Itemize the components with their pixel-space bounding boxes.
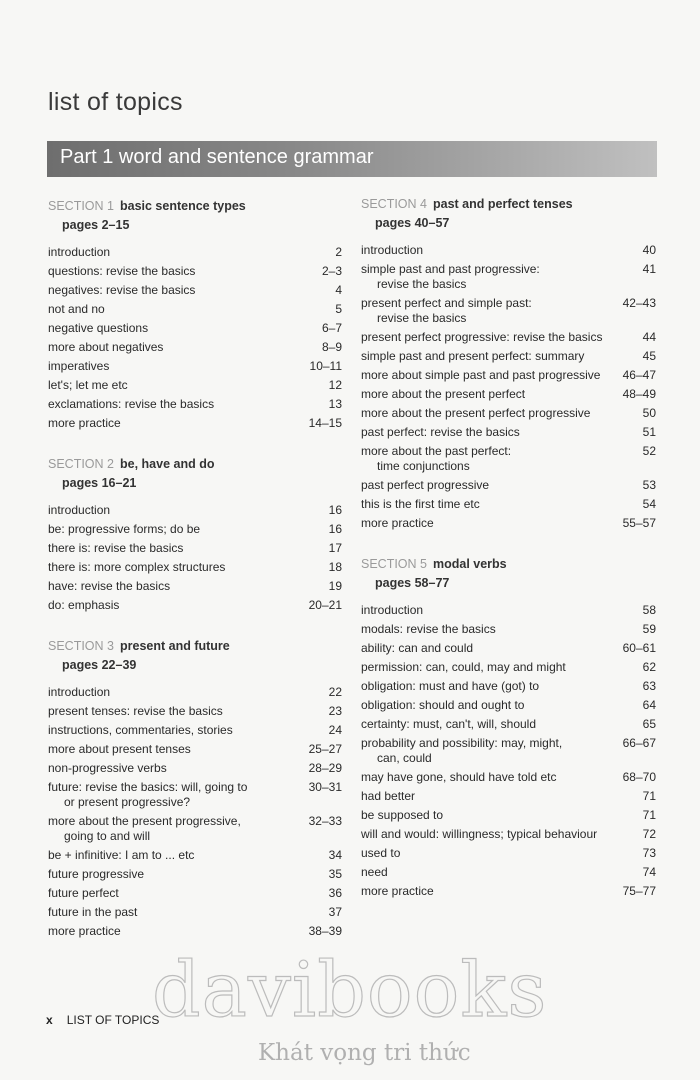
section-pages: pages 2–15 (62, 218, 130, 232)
entry-label (48, 579, 306, 594)
entry-label (361, 262, 620, 292)
entry-page: 35 (328, 867, 342, 881)
toc-entry[interactable] (48, 395, 342, 414)
section-label: SECTION 1 (48, 199, 114, 213)
entry-page: 60–61 (622, 641, 656, 655)
toc-entry[interactable] (48, 281, 342, 300)
entry-text: future perfect (48, 886, 119, 900)
entry-page: 68–70 (622, 770, 656, 784)
entry-text: there is: revise the basics (48, 541, 184, 555)
toc-entry[interactable] (361, 715, 656, 734)
entry-text: more practice (48, 416, 121, 430)
entry-label (48, 742, 306, 757)
entry-text-continued: or present progressive? (64, 795, 191, 809)
entry-text: do: emphasis (48, 598, 120, 612)
entry-page: 23 (328, 704, 342, 718)
section-label: SECTION 2 (48, 457, 114, 471)
entry-page: 4 (335, 283, 342, 297)
entry-label (48, 780, 306, 810)
entry-label (361, 641, 620, 656)
entry-text: questions: revise the basics (48, 264, 196, 278)
entry-label (48, 416, 306, 431)
entry-label (361, 425, 620, 440)
entry-page: 52 (642, 444, 656, 458)
toc-entry[interactable] (361, 620, 656, 639)
section-heading (48, 455, 342, 493)
toc-entry[interactable] (361, 260, 656, 294)
entry-label (361, 622, 620, 637)
entry-page: 66–67 (622, 736, 656, 750)
entry-page: 16 (328, 522, 342, 536)
toc-entry[interactable] (48, 501, 342, 520)
entry-text: past perfect: revise the basics (361, 425, 520, 439)
section-heading (48, 637, 342, 675)
toc-entry[interactable] (361, 366, 656, 385)
entry-label (361, 444, 620, 474)
section-title: present and future (120, 639, 230, 653)
entry-page: 37 (328, 905, 342, 919)
toc-entry[interactable] (48, 721, 342, 740)
entry-text: introduction (48, 503, 111, 517)
entry-label (361, 660, 620, 675)
entry-text: need (361, 865, 388, 879)
entry-text: future: revise the basics: will, going to (48, 780, 248, 794)
entry-text: negative questions (48, 321, 149, 335)
entry-label (361, 368, 620, 383)
entry-page: 6–7 (321, 321, 342, 335)
entry-page: 38–39 (308, 924, 342, 938)
entry-page: 73 (642, 846, 656, 860)
entry-page: 46–47 (622, 368, 656, 382)
toc-entry[interactable] (48, 812, 342, 846)
entry-text: let's; let me etc (48, 378, 128, 392)
section-label: SECTION 3 (48, 639, 114, 653)
right-column (361, 195, 656, 901)
toc-entry[interactable] (361, 658, 656, 677)
toc-entry[interactable] (48, 262, 342, 281)
entry-page: 25–27 (308, 742, 342, 756)
entry-label (48, 340, 306, 355)
toc-entry[interactable] (48, 558, 342, 577)
entry-text: simple past and past progressive: (361, 262, 540, 276)
toc-entry[interactable] (361, 696, 656, 715)
entry-text: simple past and present perfect: summary (361, 349, 585, 363)
entry-label (361, 827, 620, 842)
entry-text: negatives: revise the basics (48, 283, 196, 297)
entry-page: 74 (642, 865, 656, 879)
toc-entry[interactable] (361, 787, 656, 806)
entry-text: certainty: must, can't, will, should (361, 717, 537, 731)
entry-label (48, 761, 306, 776)
toc-entry[interactable] (48, 740, 342, 759)
entry-text: be + infinitive: I am to ... etc (48, 848, 195, 862)
entry-text-continued: revise the basics (377, 311, 467, 325)
entry-label (361, 846, 620, 861)
toc-entry[interactable] (48, 778, 342, 812)
part-banner (47, 141, 657, 177)
entry-page: 18 (328, 560, 342, 574)
section-label: SECTION 4 (361, 197, 427, 211)
toc-entry[interactable] (361, 241, 656, 260)
entry-label (361, 884, 620, 899)
entry-page: 28–29 (308, 761, 342, 775)
entry-page: 16 (328, 503, 342, 517)
entry-label (361, 243, 620, 258)
entry-text: this is the first time etc (361, 497, 480, 511)
entry-text: more practice (361, 884, 434, 898)
entry-label (361, 497, 620, 512)
entry-text: will and would: willingness; typical behaviour (361, 827, 598, 841)
entry-page: 19 (328, 579, 342, 593)
toc-entry[interactable] (48, 922, 342, 941)
toc-entry[interactable] (48, 376, 342, 395)
toc-entry[interactable] (361, 423, 656, 442)
entry-text-continued: time conjunctions (377, 459, 470, 473)
section-title: modal verbs (433, 557, 507, 571)
entry-page: 71 (642, 789, 656, 803)
entry-text: more about the present perfect (361, 387, 526, 401)
toc-entry[interactable] (361, 863, 656, 882)
entry-label (48, 503, 306, 518)
section-heading (361, 195, 656, 233)
entry-page: 42–43 (622, 296, 656, 310)
watermark-brand: davibooks (152, 945, 548, 1034)
entry-text: be: progressive forms; do be (48, 522, 201, 536)
entry-label (48, 359, 306, 374)
entry-page: 8–9 (321, 340, 342, 354)
entry-page: 5 (335, 302, 342, 316)
entry-page: 75–77 (622, 884, 656, 898)
entry-page: 62 (642, 660, 656, 674)
entry-label (361, 698, 620, 713)
toc-entry[interactable] (48, 903, 342, 922)
toc-entry[interactable] (48, 300, 342, 319)
toc-entry[interactable] (48, 683, 342, 702)
toc-entry[interactable] (48, 319, 342, 338)
entry-text: more about negatives (48, 340, 164, 354)
toc-entry[interactable] (48, 414, 342, 433)
section-pages: pages 40–57 (375, 216, 450, 230)
toc-entry[interactable] (361, 768, 656, 787)
entry-label (361, 387, 620, 402)
toc-entry[interactable] (361, 844, 656, 863)
section-pages: pages 58–77 (375, 576, 450, 590)
toc-entry[interactable] (48, 865, 342, 884)
entry-page: 2–3 (321, 264, 342, 278)
entry-label (48, 560, 306, 575)
entry-label (361, 516, 620, 531)
entry-text: ability: can and could (361, 641, 474, 655)
section-title: basic sentence types (120, 199, 246, 213)
entry-page: 10–11 (309, 359, 342, 373)
toc-entry[interactable] (48, 338, 342, 357)
page-title: list of topics (48, 88, 183, 116)
entry-label (48, 283, 306, 298)
toc-section (48, 197, 342, 433)
entry-label (361, 330, 620, 345)
entry-page: 53 (642, 478, 656, 492)
entry-text: modals: revise the basics (361, 622, 496, 636)
entry-text: more practice (361, 516, 434, 530)
toc-entry[interactable] (361, 825, 656, 844)
toc-entry[interactable] (48, 520, 342, 539)
toc-entry[interactable] (48, 884, 342, 903)
entry-text: obligation: should and ought to (361, 698, 525, 712)
toc-entry[interactable] (361, 601, 656, 620)
entry-page: 22 (328, 685, 342, 699)
entry-label (361, 349, 620, 364)
toc-entry[interactable] (361, 514, 656, 533)
entry-label (48, 848, 306, 863)
entry-text: introduction (361, 243, 424, 257)
entry-label (361, 736, 620, 766)
entry-text-continued: revise the basics (377, 277, 467, 291)
entry-text: more about the present perfect progressive (361, 406, 591, 420)
entry-label (361, 865, 620, 880)
toc-entry[interactable] (48, 596, 342, 615)
toc-section (361, 555, 656, 901)
entry-label (361, 808, 620, 823)
toc-entry[interactable] (361, 385, 656, 404)
entry-text: past perfect progressive (361, 478, 490, 492)
entry-page: 40 (642, 243, 656, 257)
entry-page: 24 (328, 723, 342, 737)
entry-text: instructions, commentaries, stories (48, 723, 233, 737)
entry-page: 50 (642, 406, 656, 420)
toc-entry[interactable] (48, 357, 342, 376)
entry-text: more about present tenses (48, 742, 191, 756)
entry-label (48, 541, 306, 556)
entry-page: 58 (642, 603, 656, 617)
entry-label (48, 704, 306, 719)
entry-page: 59 (642, 622, 656, 636)
entry-text: present tenses: revise the basics (48, 704, 223, 718)
toc-entry[interactable] (361, 476, 656, 495)
section-label: SECTION 5 (361, 557, 427, 571)
toc-entry[interactable] (361, 882, 656, 901)
entry-page: 20–21 (308, 598, 342, 612)
entry-text: present perfect progressive: revise the basics (361, 330, 603, 344)
entry-label (361, 406, 620, 421)
entry-page: 55–57 (622, 516, 656, 530)
entry-page: 32–33 (308, 814, 342, 828)
section-heading (48, 197, 342, 235)
entry-label (361, 679, 620, 694)
entry-text: used to (361, 846, 401, 860)
entry-page: 72 (642, 827, 656, 841)
entry-label (48, 245, 306, 260)
entry-text: present perfect and simple past: (361, 296, 532, 310)
entry-label (361, 717, 620, 732)
entry-text-continued: can, could (377, 751, 432, 765)
toc-entry[interactable] (361, 294, 656, 328)
entry-text: have: revise the basics (48, 579, 171, 593)
entry-page: 63 (642, 679, 656, 693)
entry-text: obligation: must and have (got) to (361, 679, 540, 693)
toc-entry[interactable] (48, 846, 342, 865)
entry-text: be supposed to (361, 808, 444, 822)
entry-page: 45 (642, 349, 656, 363)
entry-label (48, 814, 306, 844)
entry-page: 30–31 (308, 780, 342, 794)
entry-page: 64 (642, 698, 656, 712)
entry-text: more about the present progressive, (48, 814, 241, 828)
entry-text: may have gone, should have told etc (361, 770, 557, 784)
toc-entry[interactable] (48, 243, 342, 262)
entry-page: 65 (642, 717, 656, 731)
entry-text: non-progressive verbs (48, 761, 167, 775)
toc-entry[interactable] (361, 495, 656, 514)
entry-label (361, 789, 620, 804)
entry-label (361, 478, 620, 493)
entry-page: 48–49 (622, 387, 656, 401)
entry-page: 36 (328, 886, 342, 900)
entry-text: imperatives (48, 359, 110, 373)
entry-text: introduction (48, 685, 111, 699)
entry-label (361, 603, 620, 618)
entry-page: 54 (642, 497, 656, 511)
toc-entry[interactable] (361, 806, 656, 825)
section-title: be, have and do (120, 457, 215, 471)
toc-section (48, 455, 342, 615)
entry-text: permission: can, could, may and might (361, 660, 566, 674)
toc-entry[interactable] (48, 577, 342, 596)
entry-label (48, 905, 306, 920)
footer-title: LIST OF TOPICS (66, 1013, 160, 1027)
entry-text: future in the past (48, 905, 138, 919)
watermark-tagline: Khát vọng tri thức (258, 1040, 471, 1066)
entry-page: 13 (328, 397, 342, 411)
page-footer (46, 1013, 159, 1027)
part-banner-text: Part 1 word and sentence grammar (60, 146, 374, 168)
entry-label (48, 302, 306, 317)
toc-entry[interactable] (48, 702, 342, 721)
entry-page: 17 (328, 541, 342, 555)
entry-page: 44 (642, 330, 656, 344)
entry-text: more about the past perfect: (361, 444, 512, 458)
entry-page: 14–15 (308, 416, 342, 430)
toc-entry[interactable] (361, 734, 656, 768)
toc-entry[interactable] (361, 404, 656, 423)
entry-page: 34 (328, 848, 342, 862)
toc-section (361, 195, 656, 533)
page-number: x (46, 1013, 53, 1027)
entry-page: 12 (328, 378, 342, 392)
entry-page: 41 (642, 262, 656, 276)
entry-label (48, 522, 306, 537)
entry-text-continued: going to and will (64, 829, 151, 843)
entry-text: not and no (48, 302, 105, 316)
entry-text: introduction (361, 603, 424, 617)
toc-entry[interactable] (361, 677, 656, 696)
left-column (48, 197, 342, 941)
toc-entry[interactable] (361, 328, 656, 347)
toc-entry[interactable] (361, 347, 656, 366)
entry-text: more practice (48, 924, 121, 938)
section-title: past and perfect tenses (433, 197, 573, 211)
entry-text: had better (361, 789, 416, 803)
toc-entry[interactable] (361, 442, 656, 476)
entry-label (48, 685, 306, 700)
entry-label (48, 886, 306, 901)
entry-label (48, 397, 306, 412)
entry-label (48, 264, 306, 279)
entry-text: future progressive (48, 867, 145, 881)
entry-label (48, 321, 306, 336)
toc-entry[interactable] (48, 539, 342, 558)
entry-label (361, 296, 620, 326)
section-heading (361, 555, 656, 593)
entry-text: exclamations: revise the basics (48, 397, 215, 411)
toc-section (48, 637, 342, 941)
entry-label (48, 867, 306, 882)
entry-page: 71 (642, 808, 656, 822)
entry-label (48, 723, 306, 738)
entry-label (48, 924, 306, 939)
entry-page: 2 (335, 245, 342, 259)
section-pages: pages 22–39 (62, 658, 137, 672)
entry-label (48, 378, 306, 393)
entry-text: more about simple past and past progressive (361, 368, 601, 382)
entry-label (361, 770, 620, 785)
section-pages: pages 16–21 (62, 476, 137, 490)
toc-entry[interactable] (48, 759, 342, 778)
entry-label (48, 598, 306, 613)
entry-text: there is: more complex structures (48, 560, 226, 574)
entry-text: probability and possibility: may, might, (361, 736, 563, 750)
entry-text: introduction (48, 245, 111, 259)
entry-page: 51 (642, 425, 656, 439)
toc-entry[interactable] (361, 639, 656, 658)
